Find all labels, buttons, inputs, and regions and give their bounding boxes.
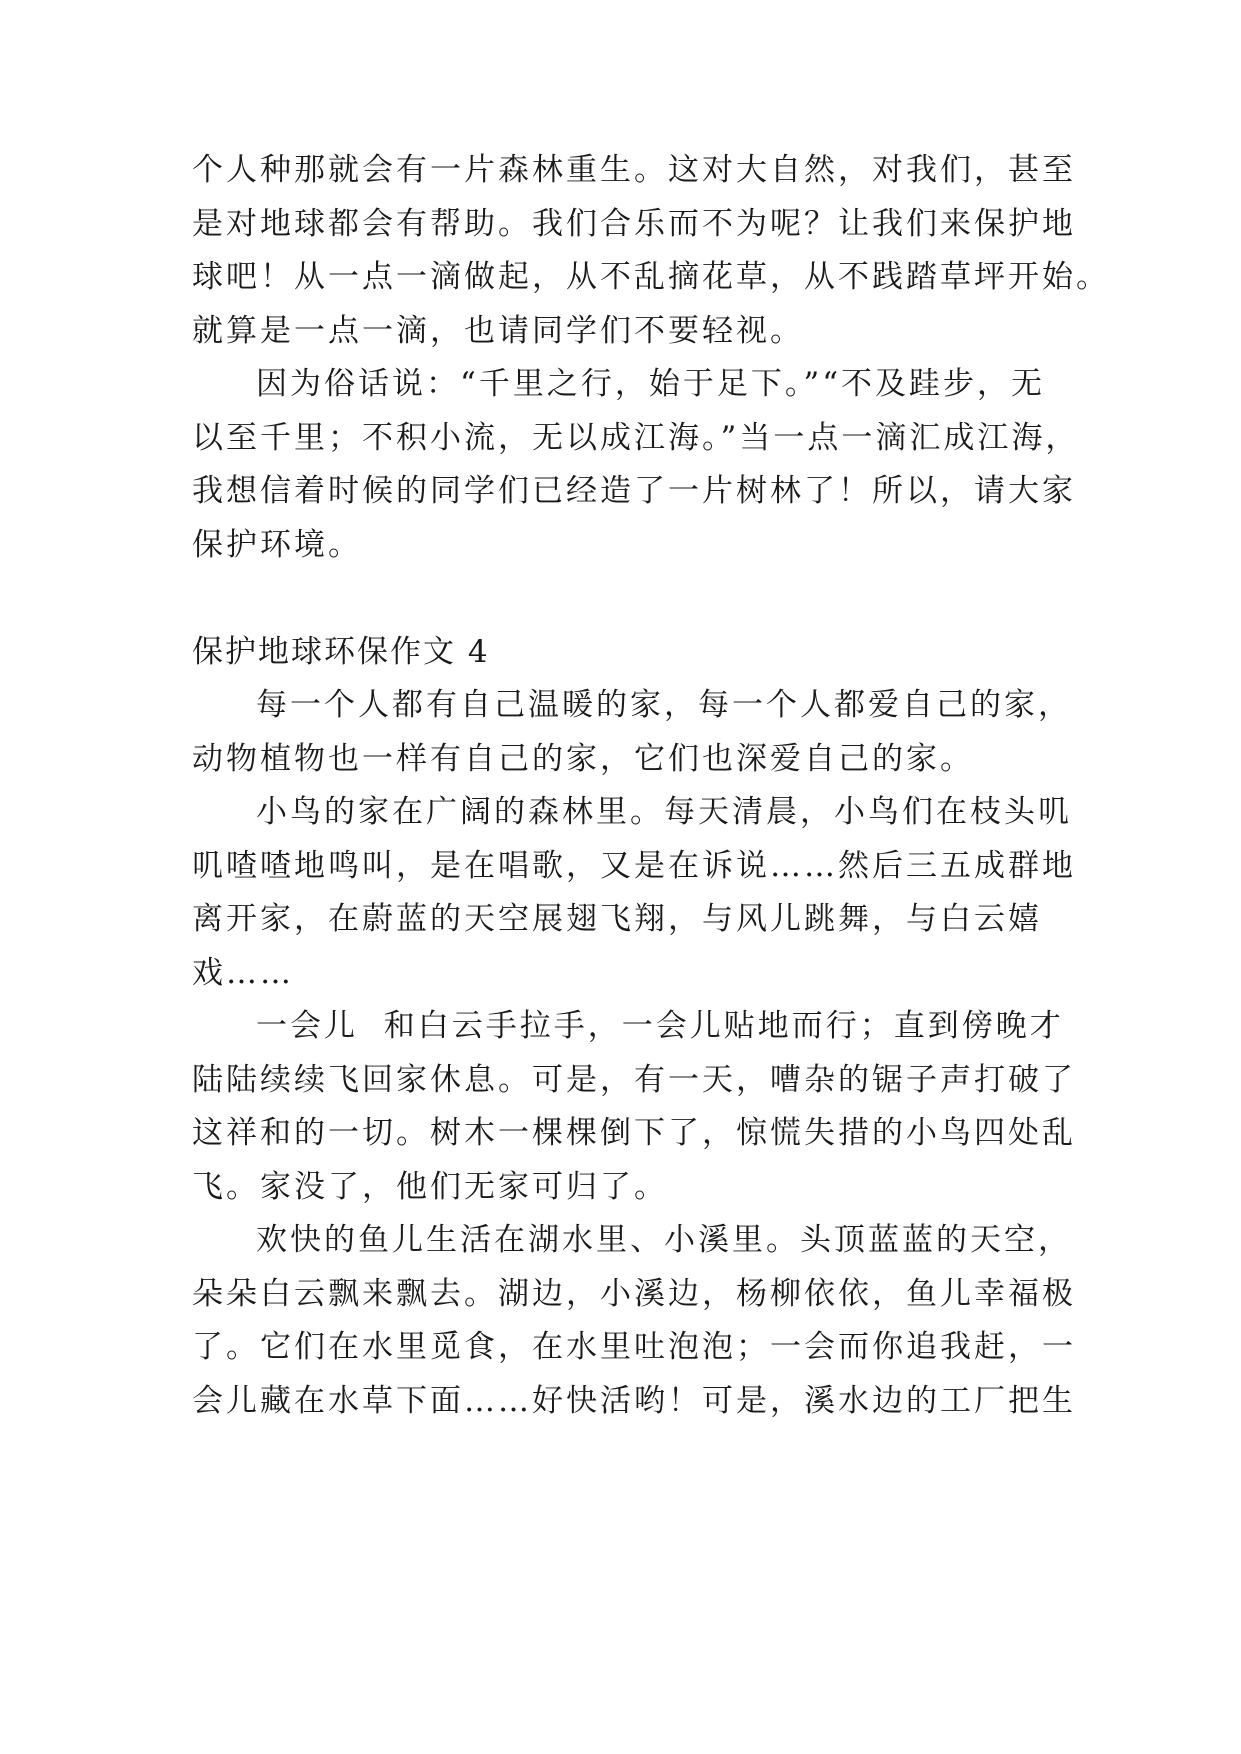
text-line: 飞。家没了，他们无家可归了。 [192,1168,668,1205]
text-line: 离开家，在蔚蓝的天空展翅飞翔，与风儿跳舞，与白云嬉 [192,901,1042,937]
text-line: 叽喳喳地鸣叫，是在唱歌，又是在诉说……然后三五成群地 [192,847,1076,884]
text-line: 是对地球都会有帮助。我们合乐而不为呢？让我们来保护地 [192,205,1076,242]
document-body [192,144,1110,1428]
text-line: 陆陆续续飞回家休息。可是，有一天，嘈杂的锯子声打破了 [192,1061,1076,1098]
text-line: 保护环境。 [192,526,362,563]
text-line: 小鸟的家在广阔的森林里。每天清晨，小鸟们在枝头叽 [256,794,1072,830]
text-line: 以至千里；不积小流，无以成江海。”当一点一滴汇成江海， [192,419,1080,456]
paragraph-cloud [192,1000,1076,1214]
text-line: 就算是一点一滴，也请同学们不要轻视。 [192,312,804,349]
paragraph-home [192,679,1072,786]
text-line: 个人种那就会有一片森林重生。这对大自然，对我们，甚至 [192,152,1076,188]
paragraph-continued [192,144,1110,358]
text-line: 朵朵白云飘来飘去。湖边，小溪边，杨柳依依，鱼儿幸福极 [192,1275,1076,1312]
text-line: 一会儿 和白云手拉手，一会儿贴地而行；直到傍晚才 [256,1008,1064,1044]
paragraph-fish [192,1214,1076,1428]
section-title: 保护地球环保作文 4 [192,633,490,670]
text-line: 我想信着时候的同学们已经造了一片树林了！所以，请大家 [192,473,1076,509]
text-line: 会儿藏在水草下面……好快活哟！可是，溪水边的工厂把生 [192,1382,1076,1419]
paragraph-bird [192,786,1076,1000]
blank-line [192,572,1062,626]
text-line: 这祥和的一切。树木一棵棵倒下了，惊慌失措的小鸟四处乱 [192,1115,1076,1151]
text-line: 戏…… [192,954,294,991]
text-line: 每一个人都有自己温暖的家，每一个人都爱自己的家， [256,687,1072,723]
text-line: 欢快的鱼儿生活在湖水里、小溪里。头顶蓝蓝的天空， [256,1222,1072,1258]
text-line: 动物植物也一样有自己的家，它们也深爱自己的家。 [192,740,974,777]
text-line: 因为俗话说：“千里之行，始于足下。”“不及跬步，无 [256,366,1046,402]
text-line: 了。它们在水里觅食，在水里吐泡泡；一会而你追我赶，一 [192,1329,1076,1365]
text-line: 球吧！从一点一滴做起，从不乱摘花草，从不践踏草坪开始。 [192,259,1110,295]
paragraph-quote [192,358,1080,572]
